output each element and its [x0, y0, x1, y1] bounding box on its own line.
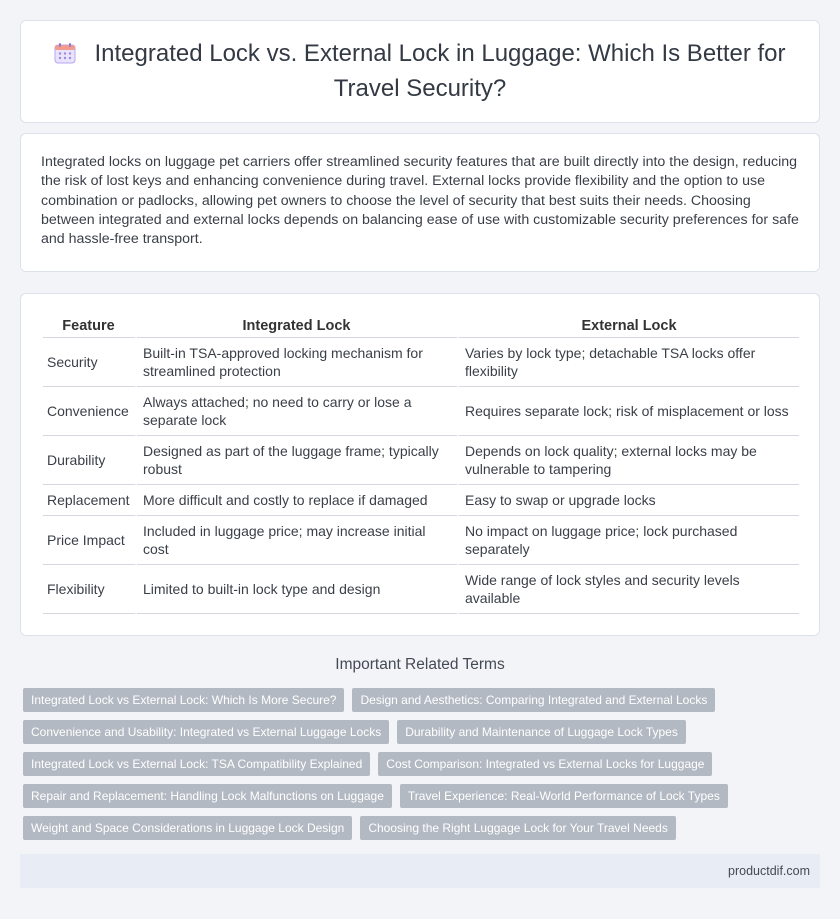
related-term-tag[interactable]: Repair and Replacement: Handling Lock Malfunctions on Luggage: [23, 784, 392, 808]
related-term-tag[interactable]: Durability and Maintenance of Luggage Lock Types: [397, 720, 686, 744]
feature-cell: Security: [43, 338, 137, 387]
intro-card: [20, 133, 820, 272]
table-row: [43, 516, 799, 565]
external-lock-cell: Wide range of lock styles and security levels available: [459, 565, 799, 614]
integrated-lock-cell: Always attached; no need to carry or lose a separate lock: [137, 387, 459, 436]
footer: [20, 854, 820, 888]
feature-cell: Convenience: [43, 387, 137, 436]
tag-row: [23, 688, 823, 712]
related-terms-list: [23, 688, 823, 848]
related-term-tag[interactable]: Integrated Lock vs External Lock: Which Is More Secure?: [23, 688, 344, 712]
column-header-feature: Feature: [43, 310, 137, 338]
calendar-icon: [54, 41, 76, 73]
related-term-tag[interactable]: Cost Comparison: Integrated vs External Locks for Luggage: [378, 752, 712, 776]
table-row: [43, 387, 799, 436]
external-lock-cell: Depends on lock quality; external locks may be vulnerable to tampering: [459, 436, 799, 485]
table-row: [43, 485, 799, 516]
tag-row: [23, 784, 823, 808]
related-term-tag[interactable]: Choosing the Right Luggage Lock for Your Travel Needs: [360, 816, 676, 840]
footer-site-link[interactable]: productdif.com: [728, 864, 810, 878]
related-term-tag[interactable]: Integrated Lock vs External Lock: TSA Compatibility Explained: [23, 752, 370, 776]
external-lock-cell: Requires separate lock; risk of misplacement or loss: [459, 387, 799, 436]
feature-cell: Durability: [43, 436, 137, 485]
integrated-lock-cell: More difficult and costly to replace if damaged: [137, 485, 459, 516]
tag-row: [23, 752, 823, 776]
title-card: [20, 20, 820, 123]
related-term-tag[interactable]: Convenience and Usability: Integrated vs External Luggage Locks: [23, 720, 389, 744]
external-lock-cell: Easy to swap or upgrade locks: [459, 485, 799, 516]
page-title: [51, 38, 789, 105]
integrated-lock-cell: Built-in TSA-approved locking mechanism for streamlined protection: [137, 338, 459, 387]
page-title-text: Integrated Lock vs. External Lock in Luggage: Which Is Better for Travel Security?: [94, 40, 786, 102]
integrated-lock-cell: Included in luggage price; may increase initial cost: [137, 516, 459, 565]
feature-cell: Price Impact: [43, 516, 137, 565]
related-term-tag[interactable]: Design and Aesthetics: Comparing Integrated and External Locks: [352, 688, 715, 712]
related-term-tag[interactable]: Travel Experience: Real-World Performance of Lock Types: [400, 784, 728, 808]
table-row: [43, 565, 799, 614]
table-header-row: [43, 310, 799, 338]
integrated-lock-cell: Limited to built-in lock type and design: [137, 565, 459, 614]
column-header-integrated-lock: Integrated Lock: [137, 310, 459, 338]
feature-cell: Replacement: [43, 485, 137, 516]
table-row: [43, 338, 799, 387]
table-row: [43, 436, 799, 485]
related-terms-heading: Important Related Terms: [335, 656, 505, 673]
related-term-tag[interactable]: Weight and Space Considerations in Luggage Lock Design: [23, 816, 352, 840]
tag-row: [23, 816, 823, 840]
comparison-table-card: [20, 293, 820, 636]
external-lock-cell: No impact on luggage price; lock purchased separately: [459, 516, 799, 565]
integrated-lock-cell: Designed as part of the luggage frame; typically robust: [137, 436, 459, 485]
feature-cell: Flexibility: [43, 565, 137, 614]
external-lock-cell: Varies by lock type; detachable TSA locks offer flexibility: [459, 338, 799, 387]
column-header-external-lock: External Lock: [459, 310, 799, 338]
intro-paragraph: Integrated locks on luggage pet carriers offer streamlined security features that are built directly into the design, reducing the risk of lost keys and enhancing convenience during travel. External locks provide flexibility and the option to use combination or padlocks, allowing pet owners to choose the level of security that best suits their needs. Choosing between integrated and external locks depends on balancing ease of use with customizable security preferences for safe and hassle-free transport.: [41, 154, 799, 248]
comparison-table: [43, 310, 799, 614]
tag-row: [23, 720, 823, 744]
